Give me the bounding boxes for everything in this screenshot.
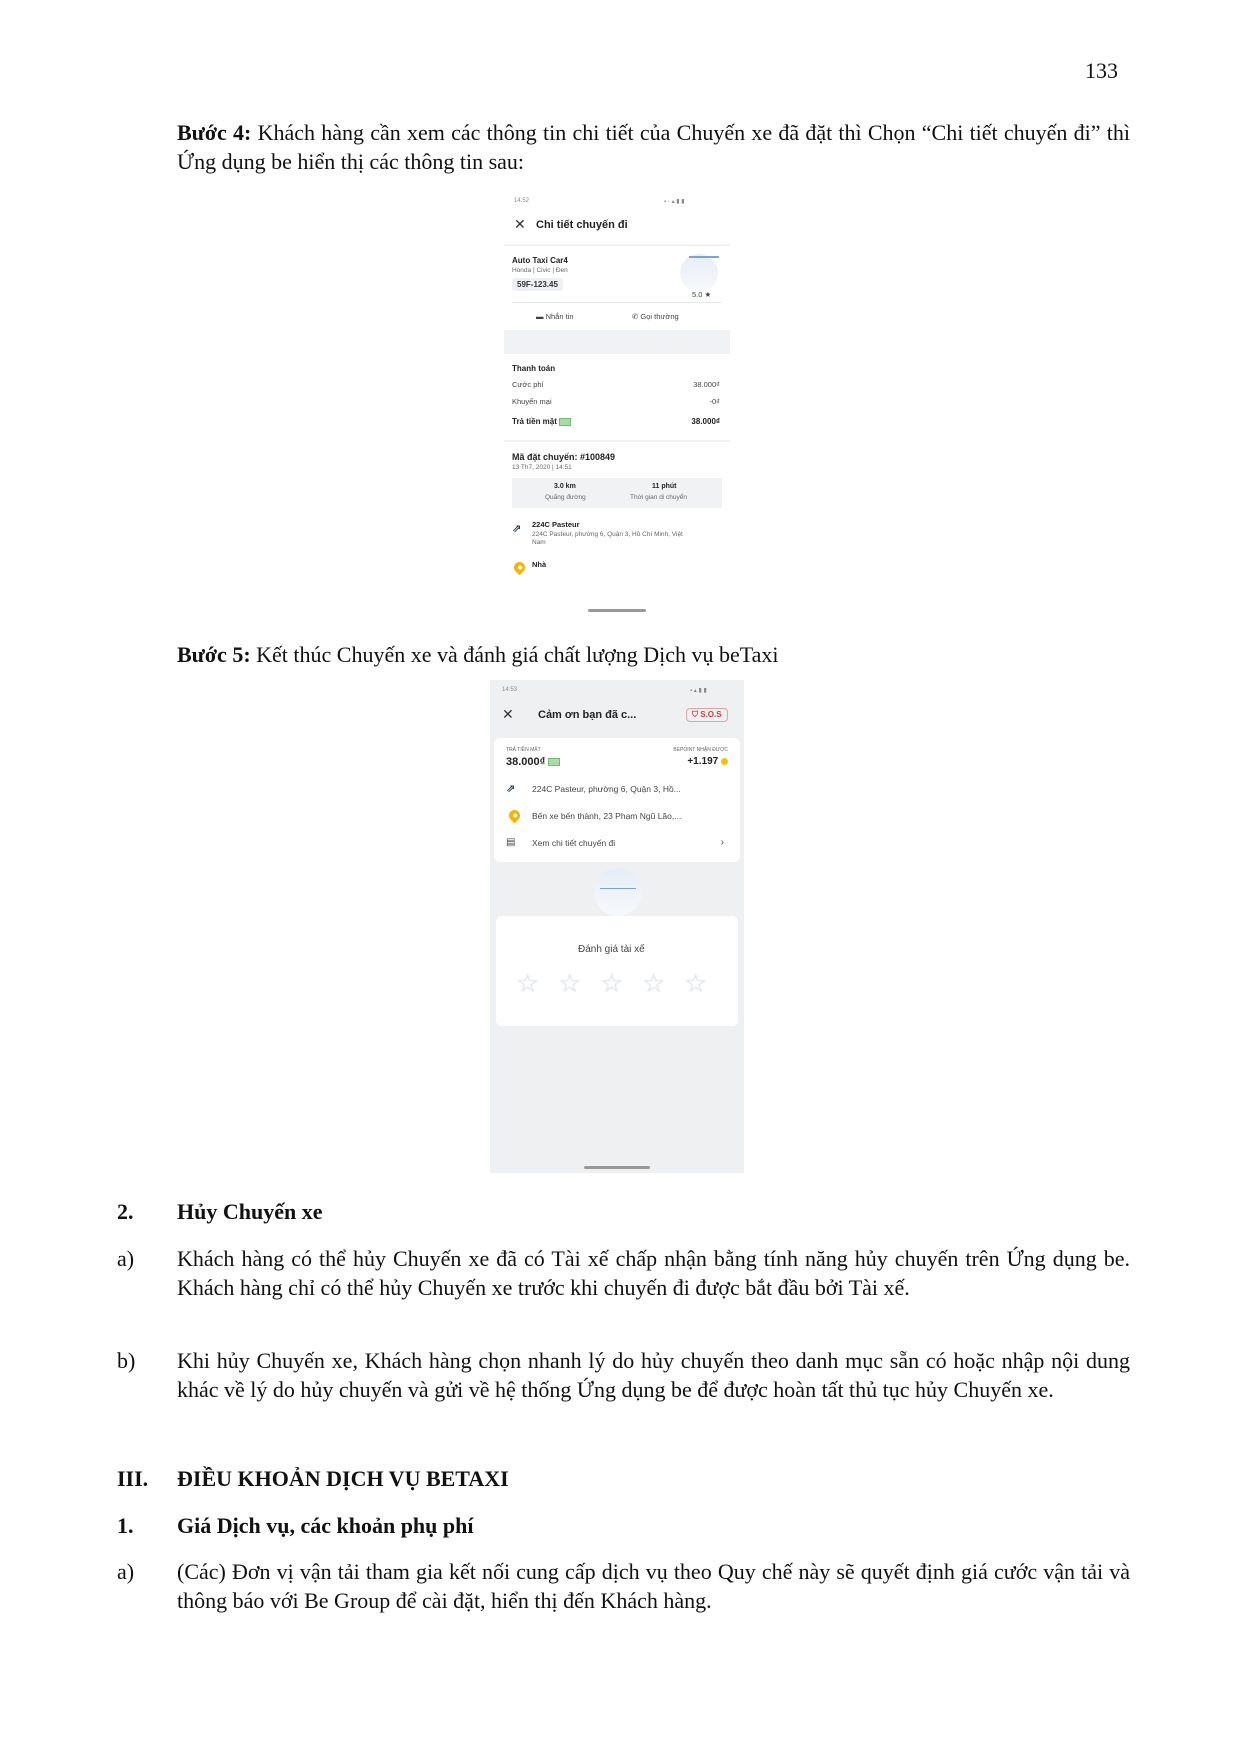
booking-code: Mã đặt chuyến: #100849: [512, 452, 616, 462]
dropoff-address: Bến xe bến thành, 23 Phạm Ngũ Lão,...: [532, 811, 682, 821]
status-time: 14:52: [514, 198, 530, 204]
section2-item-a-text: Khách hàng có thể hủy Chuyến xe đã có Tài xế chấp nhận bằng tính năng hủy chuyến trên Ứng dụng be. Khách hàng chỉ có thể hủy Chuyến xe trước khi chuyến đi được bắt đầu bởi Tài xế.: [177, 1246, 1130, 1300]
paid-value: 38.000₫: [506, 756, 560, 768]
section2-item-b-text: Khi hủy Chuyến xe, Khách hàng chọn nhanh lý do hủy chuyến theo danh mục sẵn có hoặc nhập nội dung khác về lý do hủy chuyến và gửi về hệ thống Ứng dụng be để được hoàn tất thủ tục hủy Chuyến xe.: [177, 1348, 1130, 1402]
section2-number: 2.: [117, 1199, 134, 1224]
cash-label: Trả tiền mặt: [512, 417, 571, 426]
section3-title: ĐIỀU KHOẢN DỊCH VỤ BETAXI: [177, 1466, 509, 1491]
star-2-icon[interactable]: ☆: [558, 968, 582, 998]
step5-paragraph: [177, 640, 1130, 669]
promo-value: -0₫: [709, 397, 720, 406]
time-label: Thời gian di chuyển: [630, 494, 688, 501]
booking-section: [504, 442, 730, 615]
pickup-address: 224C Pasteur, phường 6, Quận 3, Hồ...: [532, 784, 681, 794]
star-3-icon[interactable]: ☆: [600, 968, 624, 998]
section3-1-item-a-marker: a): [117, 1559, 135, 1584]
driver-avatar: [680, 254, 718, 292]
step5-text: Kết thúc Chuyến xe và đánh giá chất lượng Dịch vụ beTaxi: [250, 642, 779, 667]
distance-label: Quãng đường: [545, 494, 586, 501]
pickup-icon: ⇗: [512, 523, 522, 535]
call-button[interactable]: ✆ Gọi thường: [632, 312, 679, 321]
star-5-icon[interactable]: ☆: [684, 968, 708, 998]
home-indicator: [588, 609, 646, 612]
driver-card: [504, 246, 730, 330]
bepoint-coin-icon: [721, 758, 728, 765]
time-value: 11 phút: [652, 483, 677, 490]
close-icon[interactable]: ✕: [514, 216, 526, 232]
avatar-accent: [689, 256, 719, 258]
cash-icon: [559, 418, 571, 426]
section2-title: Hủy Chuyến xe: [177, 1199, 323, 1224]
rate-driver-label: Đánh giá tài xế: [578, 944, 645, 955]
booking-date: 13 Th7, 2020 | 14:51: [512, 464, 572, 471]
points-value: +1.197: [687, 756, 728, 767]
message-button[interactable]: ▬ Nhắn tin: [536, 312, 574, 321]
pickup-icon: ⇗: [506, 783, 516, 795]
points-label: BEPOINT NHẬN ĐƯỢC: [673, 747, 728, 753]
vehicle-desc: Honda | Civic | Đen: [512, 267, 568, 274]
driver-avatar: [594, 868, 642, 916]
pickup-title: 224C Pasteur: [532, 520, 580, 529]
page-number: 133: [1085, 58, 1118, 83]
avatar-accent: [600, 888, 636, 889]
section3-1-item-a-text: (Các) Đơn vị vận tải tham gia kết nối cung cấp dịch vụ theo Quy chế này sẽ quyết định giá cước vận tải và thông báo với Be Group để cài đặt, hiển thị đến Khách hàng.: [177, 1559, 1130, 1613]
trip-details-screenshot: [504, 192, 730, 615]
screen-title: Chi tiết chuyến đi: [536, 219, 628, 231]
sos-button[interactable]: ⛉ S.O.S: [686, 708, 728, 722]
star-1-icon[interactable]: ☆: [516, 968, 540, 998]
trip-completed-screenshot: [490, 680, 744, 1173]
cash-value: 38.000₫: [691, 417, 720, 426]
section3-number: III.: [117, 1466, 149, 1491]
status-icons: ▪ ▴ ▮ ▮: [690, 688, 707, 694]
location-pin-icon: [507, 808, 523, 824]
dropoff-title: Nhà: [532, 560, 547, 569]
payment-section: [504, 354, 730, 440]
section2-item-b-marker: b): [117, 1348, 136, 1373]
step4-text: Khách hàng cần xem các thông tin chi tiết của Chuyến xe đã đặt thì Chọn “Chi tiết chuyến đi” thì Ứng dụng be hiển thị các thông tin sau:: [177, 120, 1130, 174]
license-plate: 59F-123.45: [512, 278, 563, 291]
trip-stats: [512, 478, 722, 508]
pickup-address: 224C Pasteur, phường 6, Quận 3, Hồ Chí Minh, Việt Nam: [532, 531, 683, 546]
payment-heading: Thanh toán: [512, 364, 556, 373]
step4-paragraph: [177, 118, 1130, 176]
receipt-icon: ▤: [506, 837, 516, 848]
fare-value: 38.000₫: [693, 380, 720, 389]
vehicle-name: Auto Taxi Car4: [512, 256, 568, 265]
view-trip-details-link[interactable]: Xem chi tiết chuyến đi: [532, 838, 616, 848]
driver-rating: 5.0 ★: [692, 290, 712, 299]
promo-label: Khuyến mại: [512, 397, 552, 406]
distance-value: 3.0 km: [554, 483, 576, 490]
status-icons: ▪ ◦ ▴ ▮ ▮: [664, 199, 685, 205]
step4-label: Bước 4:: [177, 120, 252, 145]
close-icon[interactable]: ✕: [502, 706, 514, 722]
section3-1-number: 1.: [117, 1513, 134, 1538]
step5-label: Bước 5:: [177, 642, 251, 667]
home-indicator: [584, 1166, 650, 1169]
trip-summary-card: [494, 738, 740, 862]
fare-label: Cước phí: [512, 380, 544, 389]
status-time: 14:53: [502, 687, 518, 693]
cash-icon: [548, 758, 560, 766]
screen-title: Cảm ơn bạn đã c...: [538, 709, 637, 721]
rating-card: [496, 916, 738, 1026]
section2-item-a-marker: a): [117, 1246, 135, 1271]
section3-1-title: Giá Dịch vụ, các khoản phụ phí: [177, 1513, 474, 1538]
location-pin-icon: [512, 560, 528, 576]
star-4-icon[interactable]: ☆: [642, 968, 666, 998]
paid-label: TRẢ TIỀN MẶT: [506, 747, 541, 753]
chevron-right-icon[interactable]: ›: [720, 837, 724, 848]
